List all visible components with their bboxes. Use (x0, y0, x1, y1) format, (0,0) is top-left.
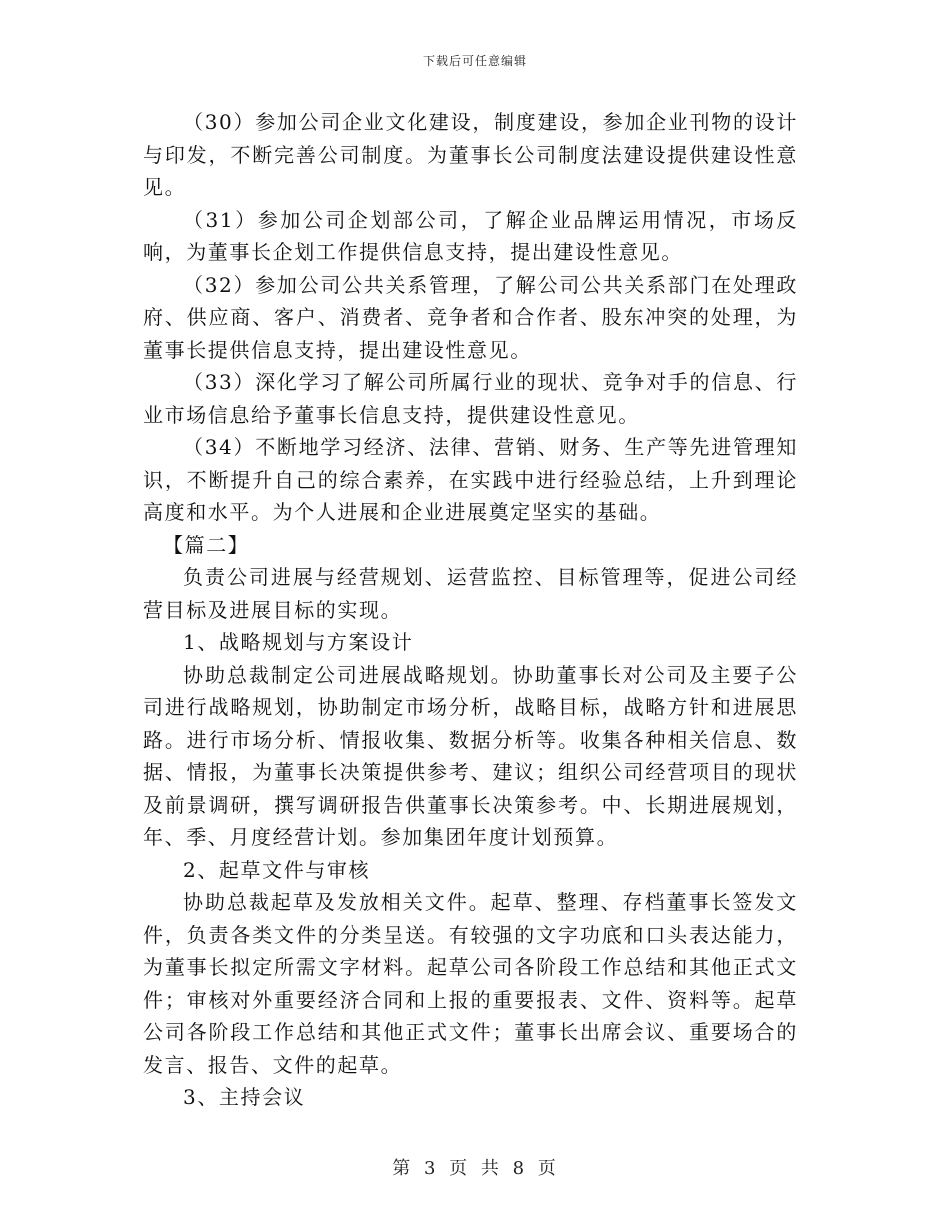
footer-suffix: 页 (537, 1158, 558, 1179)
document-drafting-paragraph: 协助总裁起草及发放相关文件。起草、整理、存档董事长签发文件，负责各类文件的分类呈送。有较强的文字功底和口头表达能力，为董事长拟定所需文字材料。起草公司各阶段工作总结和其他正式文件；审核对外重要经济合同和上报的重要报表、文件、资料等。起草公司各阶段工作总结和其他正式文件；董事长出席会议、重要场合的发言、报告、文件的起草。 (143, 890, 798, 1077)
subheading-host-meetings: 3、主持会议 (183, 1085, 306, 1109)
paragraph-item-33: （33）深化学习了解公司所属行业的现状、竞争对手的信息、行业市场信息给予董事长信息支持，提供建设性意见。 (143, 370, 798, 427)
paragraph-item-34: （34）不断地学习经济、法律、营销、财务、生产等先进管理知识，不断提升自己的综合素养，在实践中进行经验总结，上升到理论高度和水平。为个人进展和企业进展奠定坚实的基础。 (143, 435, 798, 524)
document-body (143, 106, 798, 1114)
paragraph-item-31: （31）参加公司企划部公司，了解企业品牌运用情况，市场反响，为董事长企划工作提供信息支持，提出建设性意见。 (143, 207, 798, 264)
page-header: 下载后可任意编辑 (422, 54, 527, 68)
total-page-number: 8 (512, 1158, 527, 1179)
page-footer (0, 1154, 950, 1180)
paragraph-item-32: （32）参加公司公共关系管理，了解公司公共关系部门在处理政府、供应商、客户、消费者、竞争者和合作者、股东冲突的处理，为董事长提供信息支持，提出建设性意见。 (143, 272, 798, 362)
subheading-strategy-planning: 1、战略规划与方案设计 (183, 630, 414, 654)
current-page-number: 3 (423, 1158, 438, 1179)
footer-total-label: 共 (480, 1158, 501, 1179)
section-intro-paragraph: 负责公司进展与经营规划、运营监控、目标管理等，促进公司经营目标及进展目标的实现。 (143, 565, 798, 622)
paragraph-item-30: （30）参加公司企业文化建设，制度建设，参加企业刊物的设计与印发，不断完善公司制度。为董事长公司制度法建设提供建设性意见。 (143, 110, 798, 199)
subheading-document-drafting: 2、起草文件与审核 (183, 857, 371, 882)
footer-page-label: 页 (449, 1158, 470, 1179)
footer-prefix: 第 (392, 1158, 413, 1179)
section-heading-part-two: 【篇二】 (163, 532, 250, 557)
strategy-planning-paragraph: 协助总裁制定公司进展战略规划。协助董事长对公司及主要子公司进行战略规划，协助制定市场分析，战略目标，战略方针和进展思路。进行市场分析、情报收集、数据分析等。收集各种相关信息、数据、情报，为董事长决策提供参考、建议；组织公司经营项目的现状及前景调研，撰写调研报告供董事长决策参考。中、长期进展规划，年、季、月度经营计划。参加集团年度计划预算。 (143, 662, 798, 849)
